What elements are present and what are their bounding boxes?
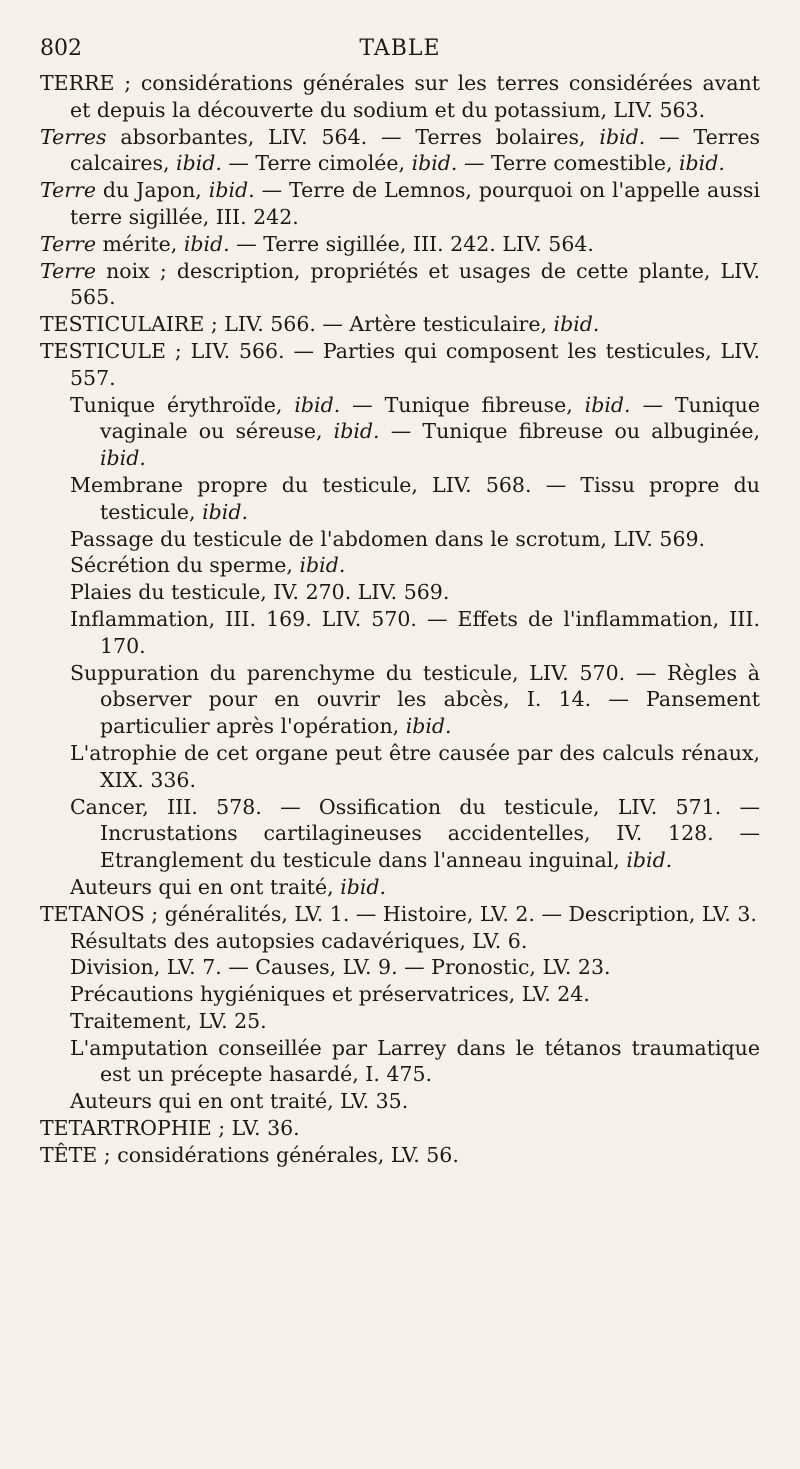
- italic-text: ibid.: [405, 714, 452, 739]
- index-entry: [40, 1115, 760, 1142]
- entry-text: — Terre cimolée,: [221, 151, 412, 176]
- italic-text: ibid.: [599, 124, 646, 149]
- entry-text: mérite,: [95, 231, 184, 256]
- entry-text: TÊTE ; considérations générales, LV. 56.: [40, 1142, 459, 1167]
- index-entry: [40, 1142, 760, 1169]
- entry-text: — Terre de Lemnos, pourquoi on l'appelle aussi terre sigillée, III. 242.: [70, 178, 761, 229]
- italic-text: ibid.: [333, 419, 380, 444]
- index-entry: [40, 177, 760, 231]
- index-subentry: [40, 1088, 760, 1115]
- entry-text: Suppuration du parenchyme du testicule, LIV. 570. — Règles à observer pour en ouvrir les abcès, I. 14. — Pansement particulier après l'opération,: [70, 660, 760, 739]
- index-subentry: [40, 660, 760, 740]
- entry-text: Résultats des autopsies cadavériques, LV. 6.: [70, 928, 528, 953]
- italic-text: ibid.: [299, 553, 346, 578]
- page-header: [40, 36, 760, 70]
- index-entry: [40, 901, 760, 928]
- entry-text: — Terres calcaires,: [70, 124, 761, 176]
- entry-text: Membrane propre du testicule, LIV. 568. — Tissu propre du testicule,: [70, 472, 760, 524]
- index-entry: [40, 231, 760, 258]
- italic-text: ibid.: [202, 499, 248, 524]
- italic-text: ibid.: [626, 848, 673, 873]
- entry-text: — Terre sigillée, III. 242. LIV. 564.: [229, 231, 594, 256]
- entry-text: noix ; description, propriétés et usages de cette plante, LIV. 565.: [70, 258, 760, 310]
- italic-text: ibid.: [340, 874, 387, 899]
- running-title: TABLE: [359, 36, 441, 61]
- italic-text: ibid.: [584, 392, 631, 417]
- italic-text: ibid.: [183, 231, 230, 256]
- entry-text: — Tunique fibreuse ou albuginée,: [379, 419, 760, 444]
- italic-text: ibid.: [294, 392, 341, 417]
- italic-text: Terre: [40, 178, 96, 203]
- entry-text: L'amputation conseillée par Larrey dans le tétanos traumatique est un précepte hasardé, I. 475.: [70, 1035, 760, 1087]
- index-entry: [40, 70, 760, 124]
- italic-text: ibid.: [208, 178, 255, 203]
- entry-text: absorbantes, LIV. 564. — Terres bolaires,: [106, 124, 600, 149]
- page-number: 802: [40, 36, 82, 61]
- entry-text: Auteurs qui en ont traité,: [70, 874, 341, 899]
- italic-text: ibid.: [176, 151, 222, 176]
- index-subentry: [40, 740, 760, 794]
- entry-text: — Tunique fibreuse,: [340, 392, 585, 417]
- index-entry: [40, 258, 760, 312]
- entry-text: TESTICULE ; LIV. 566. — Parties qui composent les testicules, LIV. 557.: [40, 338, 760, 390]
- index-subentry: [40, 552, 760, 579]
- entry-text: Sécrétion du sperme,: [70, 553, 300, 578]
- index-subentry: [40, 954, 760, 981]
- index-subentry: [40, 606, 760, 660]
- index-subentry: [40, 579, 760, 606]
- index-entry: [40, 338, 760, 392]
- index-subentry: [40, 1008, 760, 1035]
- italic-text: ibid.: [678, 151, 725, 176]
- entry-text: du Japon,: [95, 178, 209, 203]
- entry-text: TETARTROPHIE ; LV. 36.: [40, 1116, 300, 1141]
- entry-text: TESTICULAIRE ; LIV. 566. — Artère testiculaire,: [40, 312, 554, 337]
- index-subentry: [40, 928, 760, 955]
- entry-text: — Terre comestible,: [457, 151, 679, 176]
- index-subentry: [40, 981, 760, 1008]
- italic-text: Terres: [40, 124, 107, 149]
- entry-text: Passage du testicule de l'abdomen dans le scrotum, LIV. 569.: [70, 526, 706, 551]
- italic-text: Terre: [40, 231, 96, 256]
- entry-text: Traitement, LV. 25.: [70, 1008, 267, 1033]
- entry-text: Division, LV. 7. — Causes, LV. 9. — Pronostic, LV. 23.: [70, 955, 611, 980]
- index-entry: [40, 311, 760, 338]
- index-entry: [40, 124, 760, 178]
- entry-text: Cancer, III. 578. — Ossification du testicule, LIV. 571. — Incrustations cartilagineuses accidentelles, IV. 128. — Etranglement du testicule dans l'anneau inguinal,: [70, 794, 760, 873]
- index-subentry: [40, 472, 760, 526]
- entry-text: — Tunique vaginale ou séreuse,: [100, 392, 760, 444]
- entry-text: Auteurs qui en ont traité, LV. 35.: [70, 1089, 409, 1114]
- italic-text: ibid.: [100, 446, 146, 471]
- index-subentry: [40, 874, 760, 901]
- entry-text: Précautions hygiéniques et préservatrices, LV. 24.: [70, 982, 590, 1007]
- index-subentry: [40, 794, 760, 874]
- index-subentry: [40, 1035, 760, 1089]
- italic-text: Terre: [40, 258, 96, 283]
- index-subentry: [40, 392, 760, 472]
- entry-text: L'atrophie de cet organe peut être causée par des calculs rénaux, XIX. 336.: [70, 740, 760, 792]
- index-entries: [40, 70, 760, 1169]
- entry-text: TETANOS ; généralités, LV. 1. — Histoire, LV. 2. — Description, LV. 3.: [40, 901, 757, 926]
- italic-text: ibid.: [553, 312, 600, 337]
- entry-text: Tunique érythroïde,: [70, 392, 295, 417]
- entry-text: Inflammation, III. 169. LIV. 570. — Effets de l'inflammation, III. 170.: [70, 606, 760, 658]
- entry-text: TERRE ; considérations générales sur les terres considérées avant et depuis la découverte du sodium et du potassium, LIV. 563.: [40, 71, 760, 122]
- entry-text: Plaies du testicule, IV. 270. LIV. 569.: [70, 580, 450, 605]
- index-subentry: [40, 526, 760, 553]
- italic-text: ibid.: [411, 151, 458, 176]
